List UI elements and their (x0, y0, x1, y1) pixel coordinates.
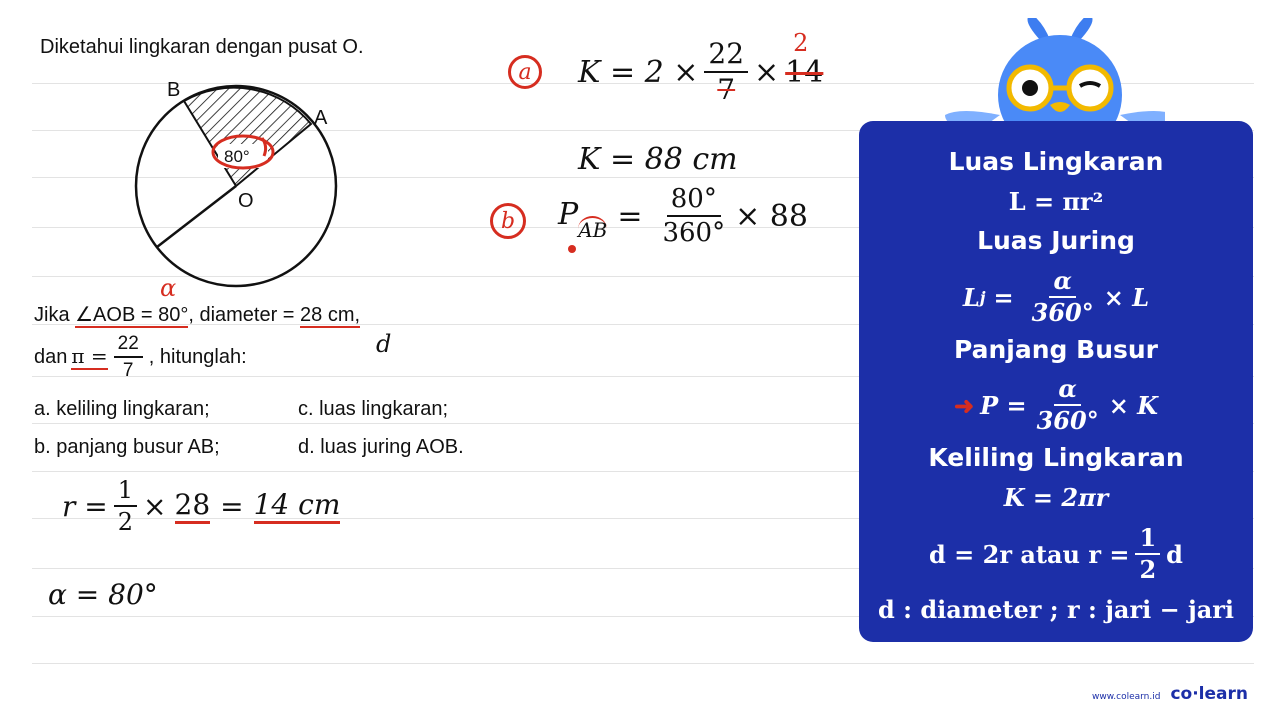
alpha-annotation: α (160, 274, 177, 298)
heading-luas-lingkaran: Luas Lingkaran (948, 147, 1164, 176)
question-c: c. luas lingkaran; (298, 398, 449, 420)
d-annotation: d (376, 330, 392, 358)
a-correction: 2 (793, 28, 809, 57)
legend-diameter-jari: d : diameter ; r : jari − jari (877, 595, 1235, 624)
d-fraction (1135, 523, 1160, 584)
r-diameter-value: 28 (175, 488, 211, 524)
a-lhs: K = 2 × (578, 54, 699, 90)
r-denominator: 2 (117, 508, 134, 536)
a-numerator: 22 (704, 40, 748, 73)
colearn-logo: co·learn (1170, 684, 1248, 704)
a-last-wrap (785, 28, 824, 90)
line2-prefix: dan (34, 345, 68, 368)
part-a-equation (578, 28, 824, 106)
angle-label: 80° (224, 147, 250, 166)
notebook-rule (32, 663, 1254, 664)
r-lhs: r = (62, 489, 108, 523)
pi-fraction (114, 334, 143, 380)
formula-panel (859, 121, 1253, 642)
r-times: × (143, 489, 167, 523)
a-last-value: 14 (785, 54, 824, 90)
b-fraction (658, 186, 729, 246)
heading-keliling-lingkaran: Keliling Lingkaran (928, 443, 1184, 472)
lj-sub: j (979, 287, 986, 307)
b-numerator: 80° (667, 186, 721, 217)
d-numerator: 1 (1135, 526, 1160, 555)
formula-diameter (859, 523, 1253, 584)
radius-equation (62, 478, 340, 534)
formula-luas-lingkaran: L = πr² (1008, 187, 1104, 216)
angle-given: ∠AOB = 80° (75, 304, 189, 326)
point-b-label: B (167, 79, 181, 101)
formula-panjang-busur (859, 374, 1253, 435)
line1-mid: , diameter = (188, 304, 301, 326)
circle-diagram (125, 78, 345, 298)
a-fraction (704, 37, 748, 106)
red-arrow-icon: ➜ (953, 390, 975, 420)
line1-prefix: Jika (34, 304, 76, 326)
k-result: K = 88 cm (578, 142, 738, 177)
heading-panjang-busur: Panjang Busur (953, 335, 1159, 364)
question-b: b. panjang busur AB; (34, 436, 220, 458)
pb-lhs: P = (980, 390, 1027, 420)
b-denominator: 360° (662, 218, 726, 248)
pb-tail: × K (1108, 390, 1159, 420)
point-a-label: A (314, 107, 328, 129)
formula-luas-juring (859, 266, 1253, 327)
b-p: P (558, 196, 579, 232)
r-numerator: 1 (114, 478, 137, 507)
question-a: a. keliling lingkaran; (34, 398, 210, 420)
problem-line-1 (34, 302, 360, 327)
lj-tail: × L (1103, 282, 1150, 312)
pb-numerator: α (1054, 377, 1080, 406)
lj-denominator: 360° (1031, 298, 1094, 327)
lj-numerator: α (1049, 269, 1075, 298)
bird-mascot-icon (935, 18, 1165, 138)
diameter-line (157, 186, 236, 247)
pb-fraction (1033, 374, 1103, 435)
a-times: × (754, 54, 780, 90)
a-denominator: 7 (717, 73, 736, 106)
pi-numerator: 22 (114, 334, 143, 358)
r-equals: = (220, 489, 244, 523)
d-tail: d (1166, 539, 1183, 569)
b-equals: = (617, 198, 643, 234)
pb-denominator: 360° (1036, 406, 1099, 435)
part-a-marker: a (508, 55, 542, 89)
problem-title: Diketahui lingkaran dengan pusat O. (40, 36, 364, 58)
problem-line-2 (34, 334, 247, 380)
b-sub: AB (578, 217, 608, 242)
pi-symbol: π = (71, 344, 108, 368)
question-d: d. luas juring AOB. (298, 436, 464, 458)
b-tail: × 88 (735, 198, 808, 234)
r-fraction (114, 478, 137, 534)
d-lhs: d = 2r atau r = (929, 539, 1130, 569)
red-dot (568, 245, 576, 253)
part-b-marker: b (490, 203, 526, 239)
pi-denominator: 7 (122, 360, 134, 381)
part-b-equation (558, 186, 808, 246)
arc-length-symbol (558, 196, 608, 242)
r-result: 14 cm (254, 488, 341, 524)
heading-luas-juring: Luas Juring (977, 226, 1135, 255)
lj-fraction (1028, 266, 1098, 327)
formula-keliling: K = 2πr (1003, 483, 1109, 512)
footer-url[interactable]: www.colearn.id (1092, 692, 1161, 702)
lj-equals: = (993, 282, 1014, 312)
diameter-given: 28 cm, (300, 304, 361, 326)
lj-l: L (962, 282, 980, 312)
alpha-equation: α = 80° (48, 578, 158, 611)
colearn-footer (1092, 684, 1248, 704)
line2-suffix: , hitunglah: (148, 345, 247, 368)
d-denominator: 2 (1139, 555, 1157, 584)
center-o-label: O (238, 190, 254, 212)
